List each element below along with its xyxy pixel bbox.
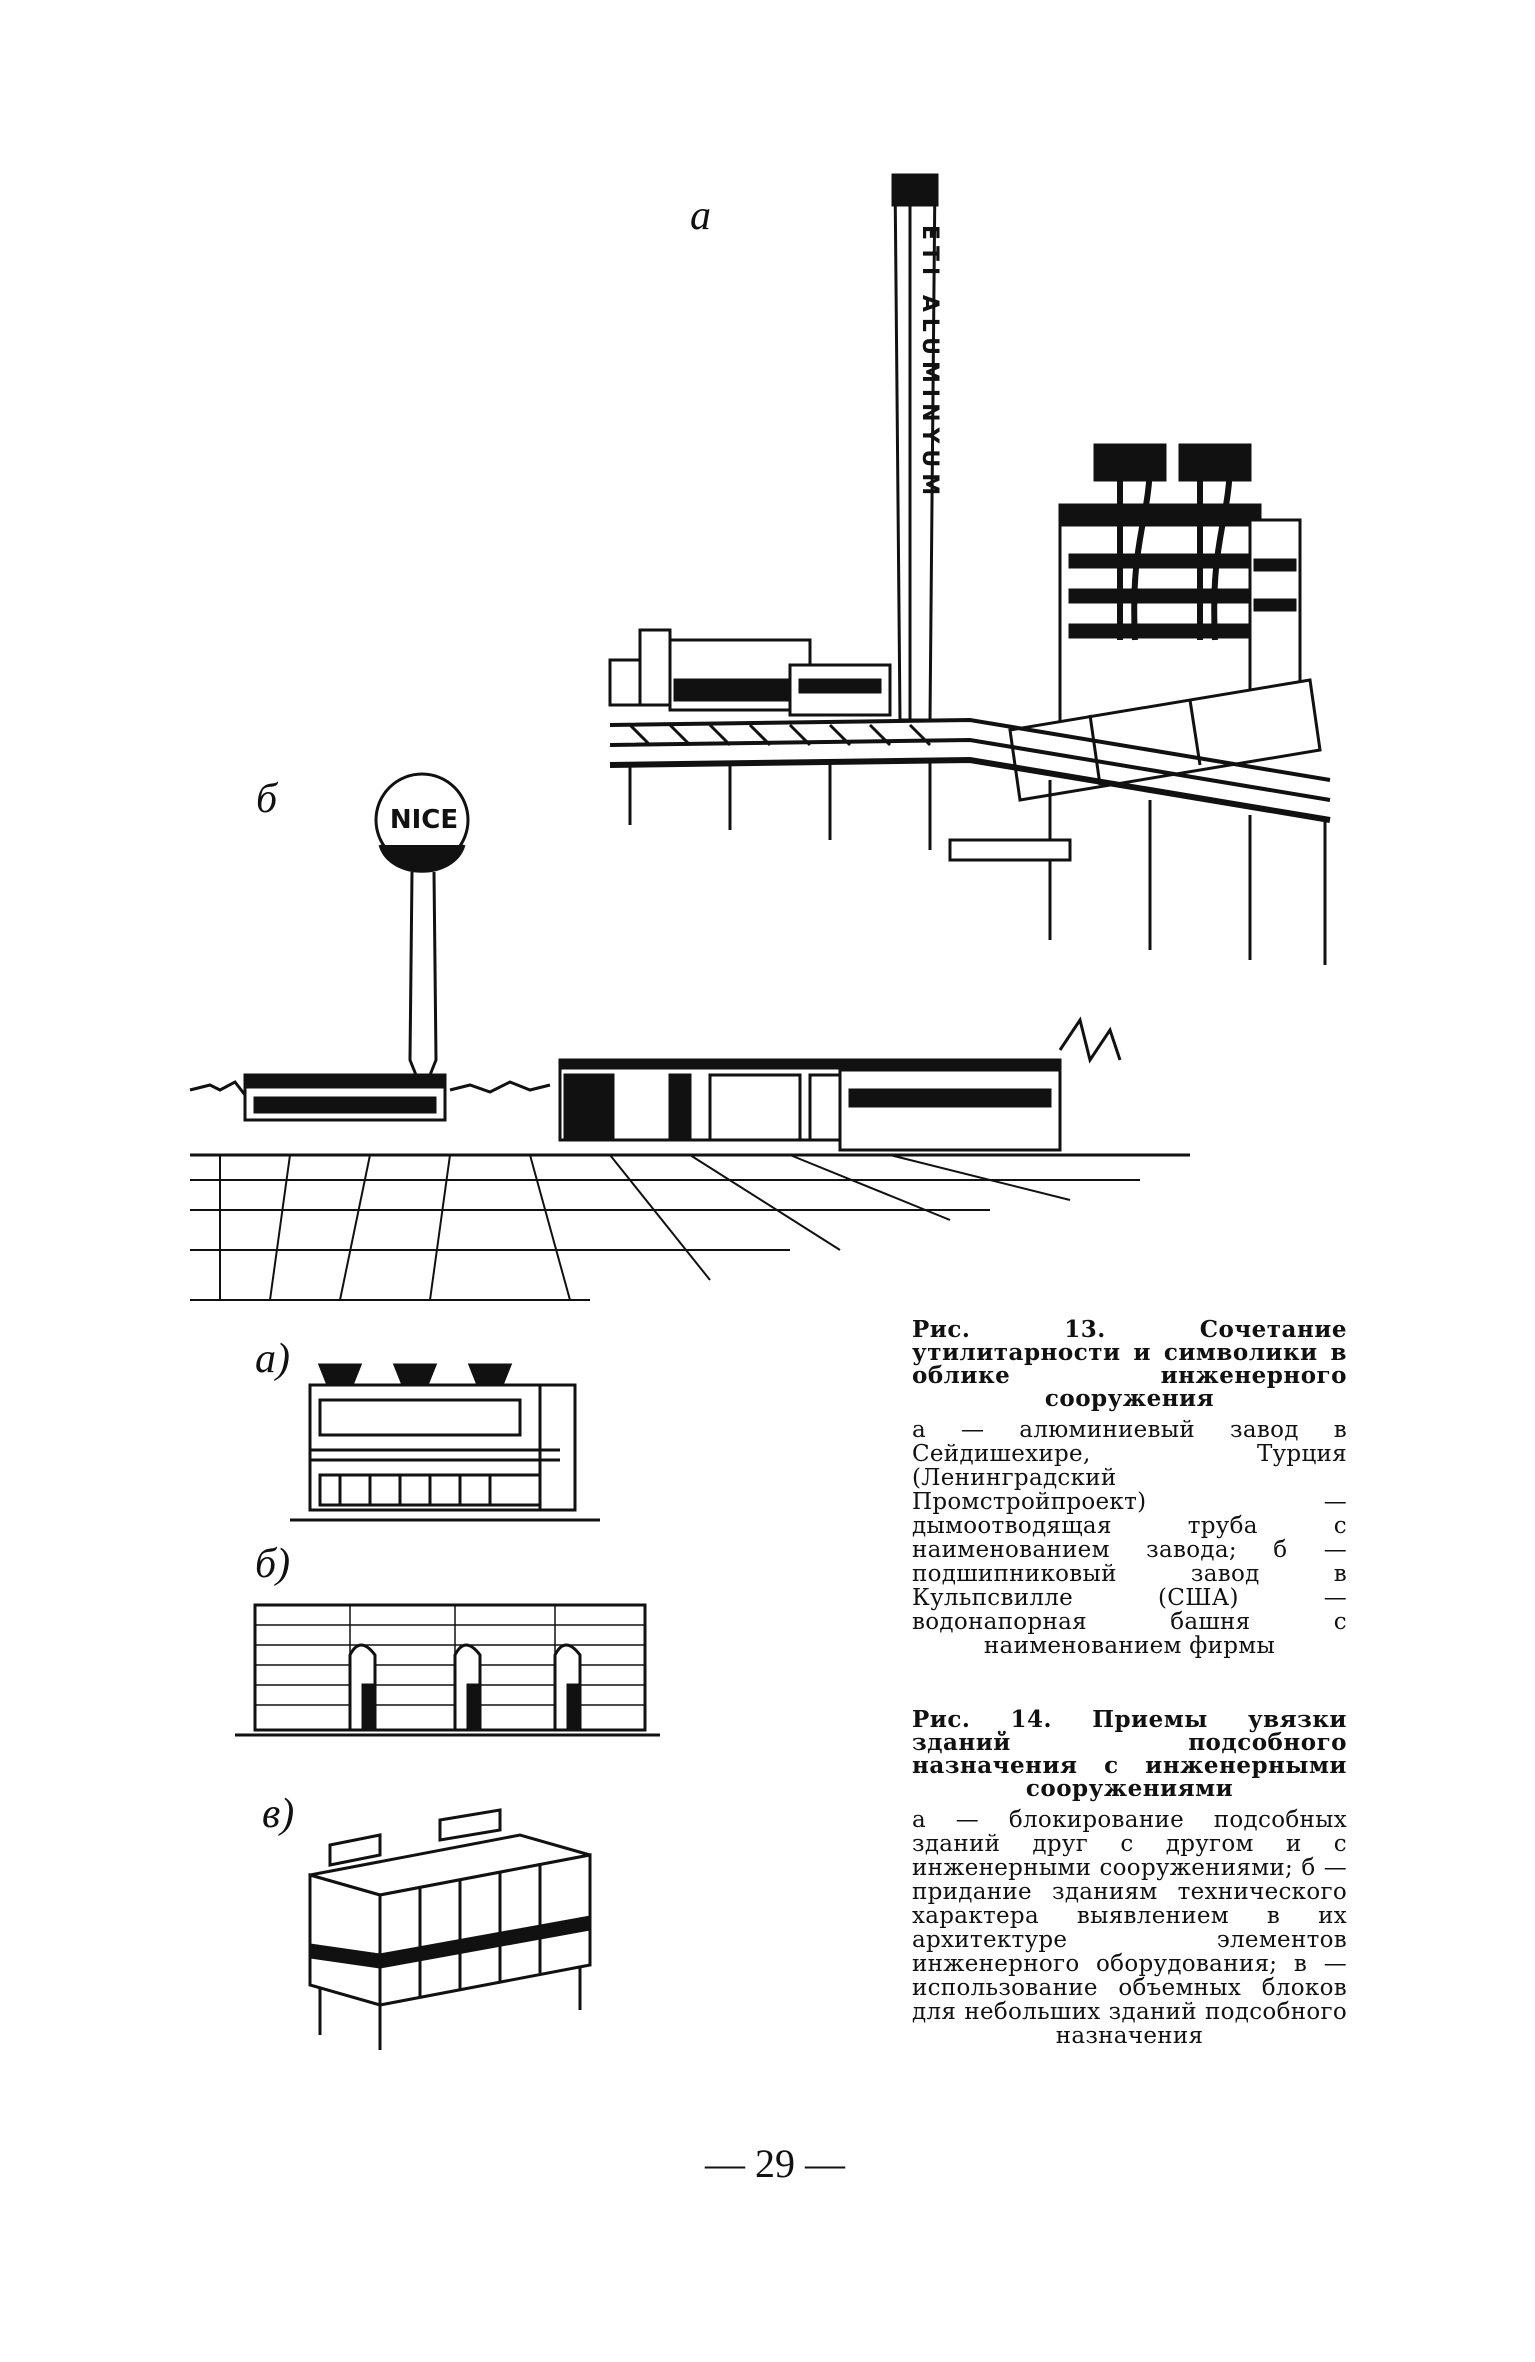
- page-number: — 29 —: [705, 2141, 845, 2186]
- figure-14-caption-body: а — блокирование подсобных зданий друг с другом и с инженерными сооружениями; б — придание зданиям технического характера выявлением в их архитектуре элементов инженерного оборудования; в — использование объемных блоков для небольших зданий подсобного назначения: [912, 1807, 1347, 2049]
- technical-building-drawing: [230, 1595, 660, 1745]
- figure-13-label-a: а: [690, 193, 711, 239]
- figure-14-label-b: б): [255, 1541, 291, 1587]
- volumetric-block-drawing: [300, 1795, 600, 2055]
- figure-14-label-v: в): [262, 1791, 295, 1837]
- figure-14-caption-title: Рис. 14. Приемы увязки зданий подсобного назначения с инженерными сооружениями: [912, 1706, 1347, 1802]
- figure-13-caption-body: а — алюминиевый завод в Сейдишехире, Турция (Ленинградский Промстройпроект) — дымоотводящая труба с наименованием завода; б — подшипниковый завод в Кульпсвилле (США) — водонапорная башня с наименованием фирмы: [912, 1417, 1347, 1659]
- chimney-lettering: ETI ALUMINYUM: [917, 225, 942, 502]
- water-tower-lettering: NICE: [389, 805, 459, 835]
- figure-13-caption-title: Рис. 13. Сочетание утилитарности и символики в облике инженерного сооружения: [912, 1316, 1347, 1412]
- blocked-buildings-drawing: [290, 1355, 620, 1535]
- figure-13-label-b: б: [256, 776, 278, 822]
- figure-13-caption: [912, 1318, 1347, 1658]
- figure-14-caption: [912, 1708, 1347, 2048]
- water-tower-factory-drawing: [190, 760, 1340, 1320]
- figure-14-label-a: а): [255, 1336, 290, 1382]
